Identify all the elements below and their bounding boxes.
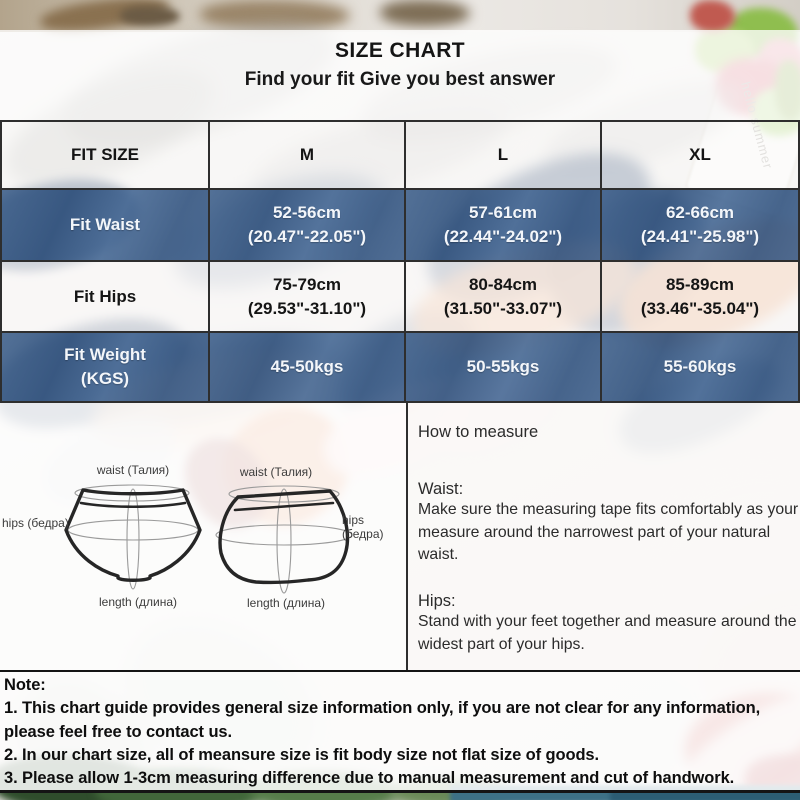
short-length-measure-line [277,489,291,593]
table-header-size-xl [602,122,798,190]
row-label-fit-waist [2,190,210,262]
cell-line-inch: (29.53"-31.10") [247,298,367,318]
cell-hips-l [406,262,602,333]
cell-weight-m [210,333,406,401]
header-label: L [497,145,509,164]
hips-heading: Hips: [418,592,456,611]
cell-hips-xl [602,262,798,333]
hips-instructions: Stand with your feet together and measure around the widest part of your hips. [418,613,797,653]
short-length-label: length (длина) [246,596,326,610]
row-label-fit-hips [2,262,210,333]
row-label-text: Fit Hips [73,286,137,306]
waist-instructions: Make sure the measuring tape fits comfortably as your measure around the narrowest part of your natural waist. [418,501,799,564]
cell-waist-l [406,190,602,262]
bg-blob [380,0,470,26]
brief-hips-label: hips (бедра) [2,516,69,530]
row-label-unit: (KGS) [80,369,130,388]
header-label: M [299,145,315,164]
row-label-text: Fit Waist [69,215,141,234]
cell-line-inch: (24.41"-25.98") [640,227,760,246]
table-header-fit-size [2,122,210,190]
table-header-size-l [406,122,602,190]
short-hips-measure-line [216,525,352,545]
brief-waist-label: waist (Талия) [96,463,170,477]
page-title: SIZE CHART [335,39,465,62]
short-waist-label: waist (Талия) [239,465,313,479]
size-table [0,120,800,403]
bg-blob [690,0,735,32]
cell-line-kgs: 55-60kgs [663,357,737,376]
short-hips-label: hips (бедра) [342,513,384,541]
cell-line-cm: 75-79cm [272,274,342,294]
cell-waist-xl [602,190,798,262]
boyshort-diagram-drawing [208,483,363,598]
note-panel [0,670,800,793]
bg-blob [120,6,180,26]
brief-length-label: length (длина) [98,595,178,609]
cell-line-inch: (31.50"-33.07") [443,298,563,318]
how-to-measure-panel [406,403,800,670]
cell-line-kgs: 45-50kgs [270,357,344,376]
cell-line-kgs: 50-55kgs [466,357,540,376]
brief-hips-measure-line [68,520,198,540]
cell-weight-xl [602,333,798,401]
brief-diagram-drawing [52,482,202,597]
short-outline [220,491,347,582]
cell-line-inch: (20.47"-22.05") [247,227,367,246]
header-label: XL [689,145,711,164]
cell-weight-l [406,333,602,401]
note-heading: Note: [4,676,46,694]
cell-waist-m [210,190,406,262]
table-header-size-m [210,122,406,190]
short-waistband-line [235,503,333,510]
cell-line-cm: 85-89cm [665,274,735,294]
cell-line-inch: (22.44"-24.02") [443,227,563,246]
cell-line-cm: 57-61cm [468,203,538,222]
cell-line-cm: 80-84cm [468,274,538,294]
measure-diagrams-panel [0,403,406,670]
header-label: FIT SIZE [71,145,139,164]
row-label-text: Fit Weight [64,345,146,364]
cell-line-cm: 52-56cm [272,203,342,222]
how-to-measure-title: How to measure [418,423,539,441]
cell-hips-m [210,262,406,333]
title-panel [0,30,800,120]
note-item-3: 3. Please allow 1-3cm measuring difference due to manual measurement and cut of handwork. [4,769,735,788]
brief-length-measure-line [127,489,139,589]
note-item-1: 1. This chart guide provides general size information only, if you are not clear for any information, please feel free to contact us. [4,699,761,741]
page-subtitle: Find your fit Give you best answer [244,69,556,90]
row-label-fit-weight [2,333,210,401]
waist-heading: Waist: [418,480,464,498]
cell-line-inch: (33.46"-35.04") [640,298,760,318]
note-item-2: 2. In our chart size, all of meansure size is fit body size not flat size of goods. [4,745,599,764]
brief-waistband-line [81,503,185,507]
cell-line-cm: 62-66cm [665,203,735,222]
